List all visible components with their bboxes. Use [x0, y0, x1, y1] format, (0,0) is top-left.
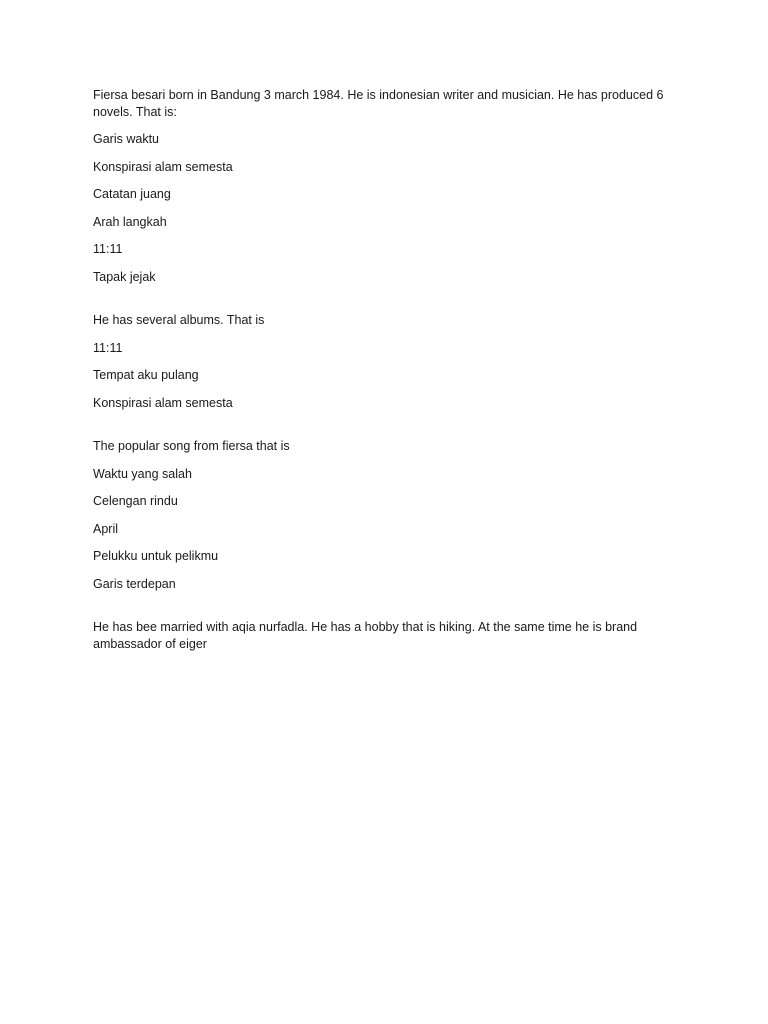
album-item: 11:11	[93, 340, 123, 355]
song-item: Pelukku untuk pelikmu	[93, 549, 219, 563]
document-body	[93, 87, 678, 652]
novel-item: Garis waktu	[93, 132, 159, 146]
song-item: Waktu yang salah	[93, 466, 192, 481]
album-item: Tempat aku pulang	[93, 368, 199, 382]
closing-paragraph: He has bee married with aqia nurfadla. He has a hobby that is hiking. At the same time he is brand ambassador of eiger	[93, 620, 638, 651]
novel-item: Konspirasi alam semesta	[93, 159, 233, 174]
novel-item: 11:11	[93, 242, 123, 256]
novel-item: Arah langkah	[93, 214, 167, 229]
song-item: April	[93, 521, 119, 536]
song-item: Garis terdepan	[93, 576, 176, 591]
songs-heading: The popular song from fiersa that is	[93, 439, 290, 453]
novel-item: Tapak jejak	[93, 269, 156, 284]
novel-item: Catatan juang	[93, 187, 171, 201]
albums-heading: He has several albums. That is	[93, 313, 265, 327]
song-item: Celengan rindu	[93, 494, 178, 508]
album-item: Konspirasi alam semesta	[93, 395, 233, 410]
intro-paragraph: Fiersa besari born in Bandung 3 march 1984. He is indonesian writer and musician. He has produced 6 novels. That is:	[93, 88, 664, 119]
